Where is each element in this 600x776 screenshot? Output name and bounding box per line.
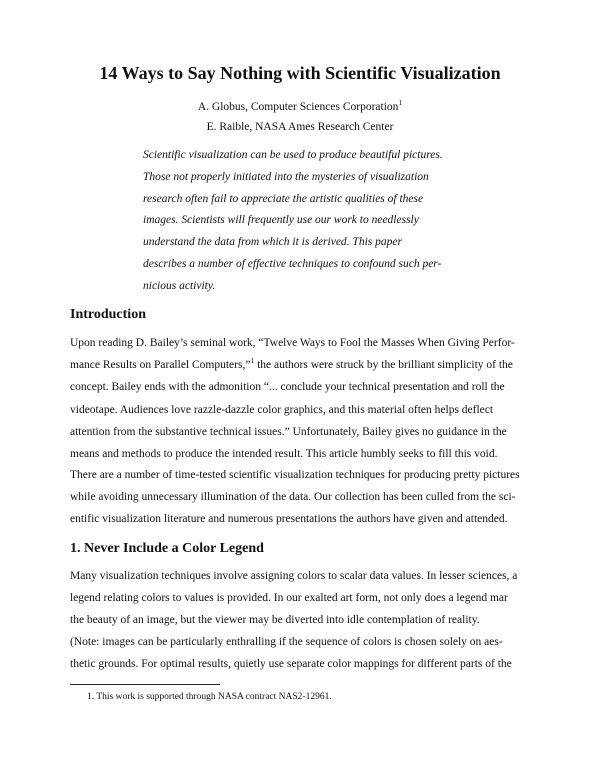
body-line: means and methods to produce the intended result. This article humbly seeks to fill this void.: [70, 448, 498, 461]
body-text: the authors were struck by the brilliant simplicity of the: [254, 359, 513, 372]
body-line: attention from the substantive technical issues.” Unfortunately, Bailey gives no guidance in the: [70, 425, 507, 438]
section-heading-introduction: Introduction: [70, 307, 146, 322]
section1-paragraph-2: [70, 631, 532, 675]
section-heading-color-legend: 1. Never Include a Color Legend: [70, 541, 264, 556]
author-globus: [0, 98, 600, 113]
abstract-line: understand the data from which it is derived. This paper: [143, 236, 402, 249]
body-line: legend relating colors to values is provided. In our exalted art form, not only does a legend mar: [70, 592, 508, 605]
body-line: Upon reading D. Bailey’s seminal work, “Twelve Ways to Fool the Masses When Giving Perfor-: [70, 337, 515, 349]
body-line: the beauty of an image, but the viewer may be diverted into idle contemplation of reality.: [70, 614, 480, 627]
body-line: concept. Bailey ends with the admonition “... conclude your technical presentation and roll the: [70, 381, 505, 394]
abstract: [143, 145, 463, 298]
footnote-divider: [70, 684, 220, 685]
abstract-line: research often fail to appreciate the artistic qualities of these: [143, 192, 424, 205]
body-line: There are a number of time-tested scientific visualization techniques for producing pretty pictures: [70, 469, 520, 481]
author-name: A. Globus, Computer Sciences Corporation: [197, 101, 399, 113]
abstract-line: Those not properly initiated into the mysteries of visualization: [143, 170, 429, 183]
body-line: thetic grounds. For optimal results, quietly use separate color mappings for different parts of the: [70, 658, 512, 671]
body-line: entific visualization literature and numerous presentations the authors have given and attended.: [70, 513, 508, 526]
body-line: (Note: images can be particularly enthralling if the sequence of colors is chosen solely on aes-: [70, 636, 503, 648]
body-line: while avoiding unnecessary illumination of the data. Our collection has been culled from the sci-: [70, 491, 516, 504]
intro-paragraph-2: [70, 464, 532, 531]
intro-paragraph-1: [70, 332, 532, 465]
body-line: videotape. Audiences love razzle-dazzle color graphics, and this material often helps deflect: [70, 403, 494, 416]
body-text: mance Results on Parallel Computers,”: [70, 359, 251, 372]
author-raible: E. Raible, NASA Ames Research Center: [206, 121, 394, 133]
abstract-line: nicious activity.: [143, 279, 216, 292]
section1-paragraph-1: [70, 565, 532, 632]
paper-title: 14 Ways to Say Nothing with Scientific Visualization: [99, 63, 501, 83]
footnote: 1. This work is supported through NASA contract NAS2-12961.: [87, 692, 332, 702]
abstract-line: Scientific visualization can be used to produce beautiful pictures.: [143, 149, 443, 161]
footnote-mark: 1: [250, 356, 255, 366]
body-line: Many visualization techniques involve assigning colors to scalar data values. In lesser sciences, a: [70, 570, 518, 582]
abstract-line: images. Scientists will frequently use our work to needlessly: [143, 214, 419, 227]
body-line: [70, 354, 532, 376]
abstract-line: describes a number of effective techniques to confound such per-: [143, 257, 442, 270]
footnote-mark: 1: [398, 98, 403, 108]
